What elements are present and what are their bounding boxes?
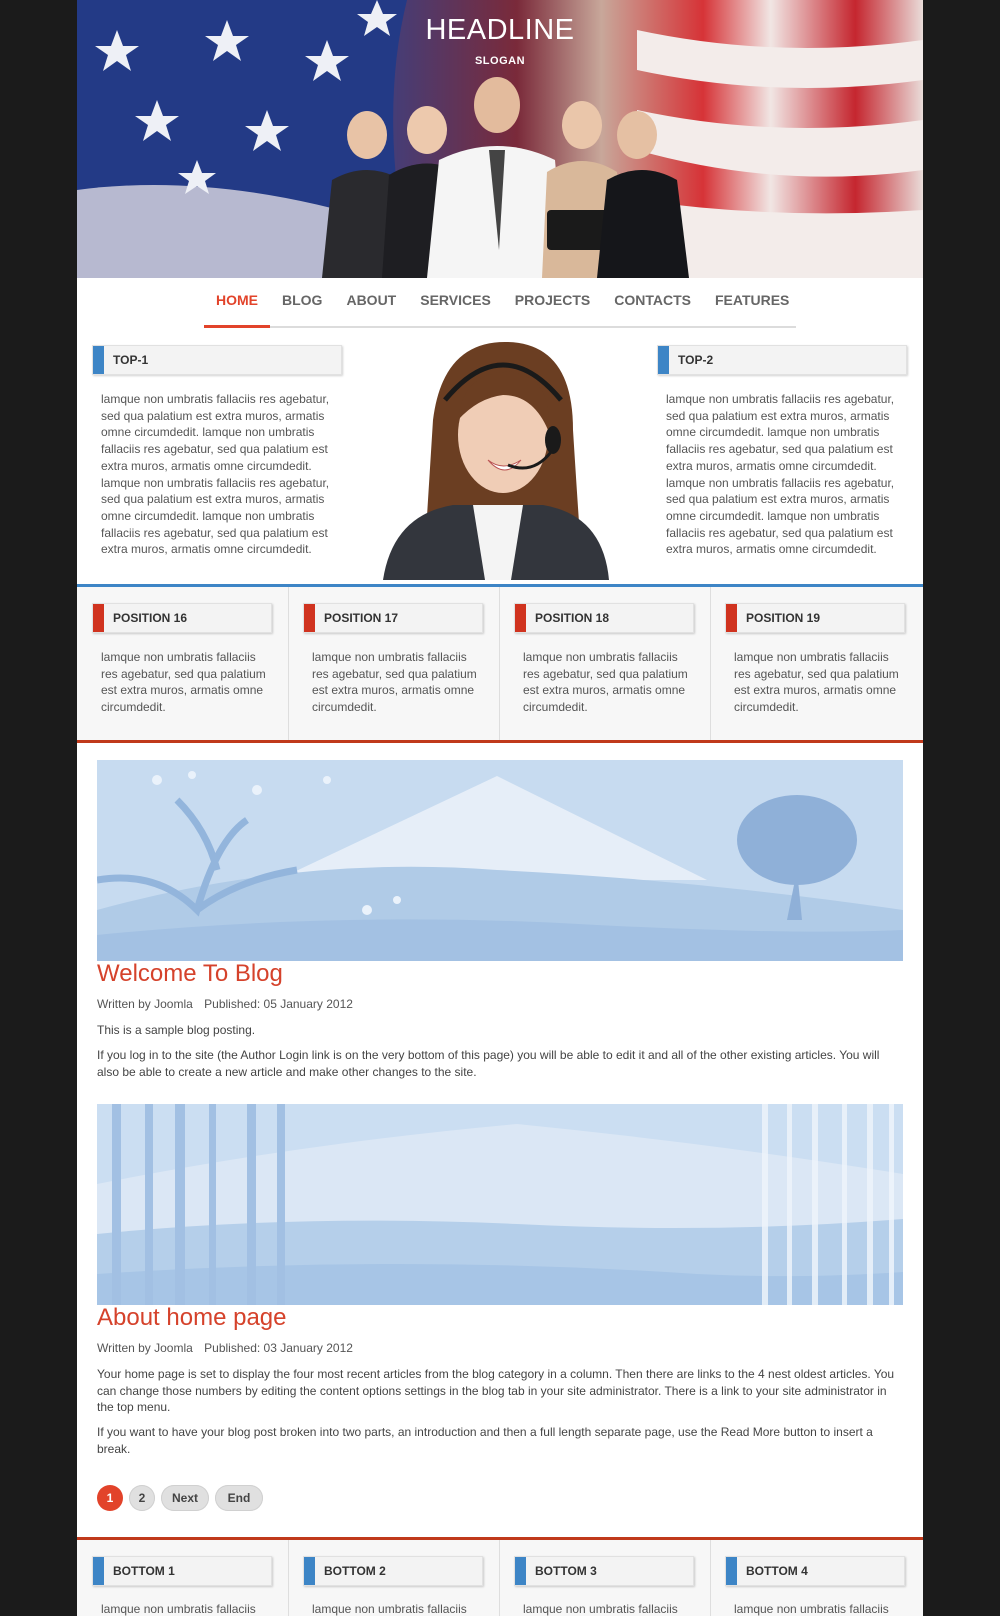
article-1-meta [97,997,361,1011]
positions-separator [77,740,923,743]
module-marker [515,604,526,632]
position-18-title: POSITION 18 [535,611,610,625]
top-2-title: TOP-2 [678,353,714,367]
bottom-1-text: lamque non umbratis fallaciis [101,1602,256,1616]
nav-services[interactable]: SERVICES [420,292,491,308]
article-2-paragraph-1: Your home page is set to display the four most recent articles from the blog category in a column. Then there are links to the 4 nest oldest articles. You can change those numbers by editing the content options settings in the blog tab in your site administrator. There is a link to your site administrator in the top menu. [97,1367,895,1415]
bottom-2-text: lamque non umbratis fallaciis [312,1602,467,1616]
bottom-4 [710,1540,921,1616]
module-marker [93,604,104,632]
article-1-title[interactable]: Welcome To Blog [97,960,283,987]
bottom-1-title: BOTTOM 1 [113,1564,175,1578]
article-2-published: Published: 03 January 2012 [204,1341,353,1355]
position-16-title: POSITION 16 [113,611,188,625]
position-18 [499,587,711,740]
bottom-1-header [92,1556,272,1586]
position-18-header [514,603,694,633]
position-19-text: lamque non umbratis fallaciis res agebatur, sed qua palatium est extra muros, armatis omne circumdedit. [734,650,899,715]
main-nav [204,280,796,328]
support-agent-image [383,340,617,580]
module-marker [726,604,737,632]
module-marker [515,1557,526,1585]
module-marker [658,346,669,374]
top-1-title: TOP-1 [113,353,149,367]
bottom-4-header [725,1556,905,1586]
page [77,0,923,1616]
bottom-4-title: BOTTOM 4 [746,1564,808,1578]
article-1-paragraph-1: This is a sample blog posting. [97,1023,256,1037]
position-17-header [303,603,483,633]
module-marker [93,1557,104,1585]
bottom-area [77,1540,923,1616]
top-2-header [657,345,907,375]
article-1-image [97,760,903,961]
bottom-3-header [514,1556,694,1586]
nav-features[interactable]: FEATURES [714,292,790,308]
nav-contacts[interactable]: CONTACTS [614,292,691,308]
pagination [97,1485,263,1511]
bottom-2-title: BOTTOM 2 [324,1564,386,1578]
article-2-title[interactable]: About home page [97,1304,287,1331]
article-1-published: Published: 05 January 2012 [204,997,353,1011]
page-2-button[interactable]: 2 [129,1485,155,1511]
bottom-2 [288,1540,500,1616]
headline: HEADLINE [425,14,575,46]
article-2-image [97,1104,903,1305]
position-19-title: POSITION 19 [746,611,821,625]
bottom-3-text: lamque non umbratis fallaciis [523,1602,678,1616]
article-1-paragraph-2: If you log in to the site (the Author Login link is on the very bottom of this page) you will be able to edit it and all of the other existing articles. You will also be able to create a new article and make other changes to the site. [97,1048,880,1079]
positions-area [77,587,923,740]
position-18-text: lamque non umbratis fallaciis res agebatur, sed qua palatium est extra muros, armatis omne circumdedit. [523,650,688,715]
slogan: SLOGAN [474,55,526,67]
article-2-author: Written by Joomla [97,1341,193,1355]
position-17-title: POSITION 17 [324,611,399,625]
bottom-2-header [303,1556,483,1586]
article-2-paragraph-2: If you want to have your blog post broken into two parts, an introduction and then a full length separate page, use the Read More button to insert a break. [97,1425,873,1456]
module-marker [304,1557,315,1585]
article-1-author: Written by Joomla [97,997,193,1011]
bottom-1 [77,1540,289,1616]
position-17-text: lamque non umbratis fallaciis res agebatur, sed qua palatium est extra muros, armatis omne circumdedit. [312,650,477,715]
module-marker [304,604,315,632]
position-16 [77,587,289,740]
module-marker [93,346,104,374]
top-1-text: lamque non umbratis fallaciis res agebatur, sed qua palatium est extra muros, armatis omne circumdedit. lamque non umbratis fallaciis res agebatur, sed qua palatium est extra muros, armatis omne circumdedit. lamque non umbratis fallaciis res agebatur, sed qua palatium est extra muros, armatis omne circumdedit. lamque non umbratis fallaciis res agebatur, sed qua palatium est extra muros, armatis omne circumdedit. [101,392,330,557]
top-2-text: lamque non umbratis fallaciis res agebatur, sed qua palatium est extra muros, armatis omne circumdedit. lamque non umbratis fallaciis res agebatur, sed qua palatium est extra muros, armatis omne circumdedit. lamque non umbratis fallaciis res agebatur, sed qua palatium est extra muros, armatis omne circumdedit. lamque non umbratis fallaciis res agebatur, sed qua palatium est extra muros, armatis omne circumdedit. [666,392,895,557]
next-button[interactable]: Next [161,1485,209,1511]
bottom-3 [499,1540,711,1616]
nav-about[interactable]: ABOUT [346,292,397,308]
end-button[interactable]: End [215,1485,263,1511]
nav-projects[interactable]: PROJECTS [514,292,591,308]
nav-home[interactable]: HOME [204,280,270,326]
nav-blog[interactable]: BLOG [282,292,323,308]
article-2-meta [97,1341,361,1355]
module-marker [726,1557,737,1585]
top-1-header [92,345,342,375]
bottom-4-text: lamque non umbratis fallaciis [734,1602,889,1616]
header-banner [77,0,923,278]
page-1-button[interactable]: 1 [97,1485,123,1511]
position-19-header [725,603,905,633]
bottom-3-title: BOTTOM 3 [535,1564,597,1578]
position-16-text: lamque non umbratis fallaciis res agebatur, sed qua palatium est extra muros, armatis omne circumdedit. [101,650,266,715]
position-17 [288,587,500,740]
position-16-header [92,603,272,633]
position-19 [710,587,921,740]
